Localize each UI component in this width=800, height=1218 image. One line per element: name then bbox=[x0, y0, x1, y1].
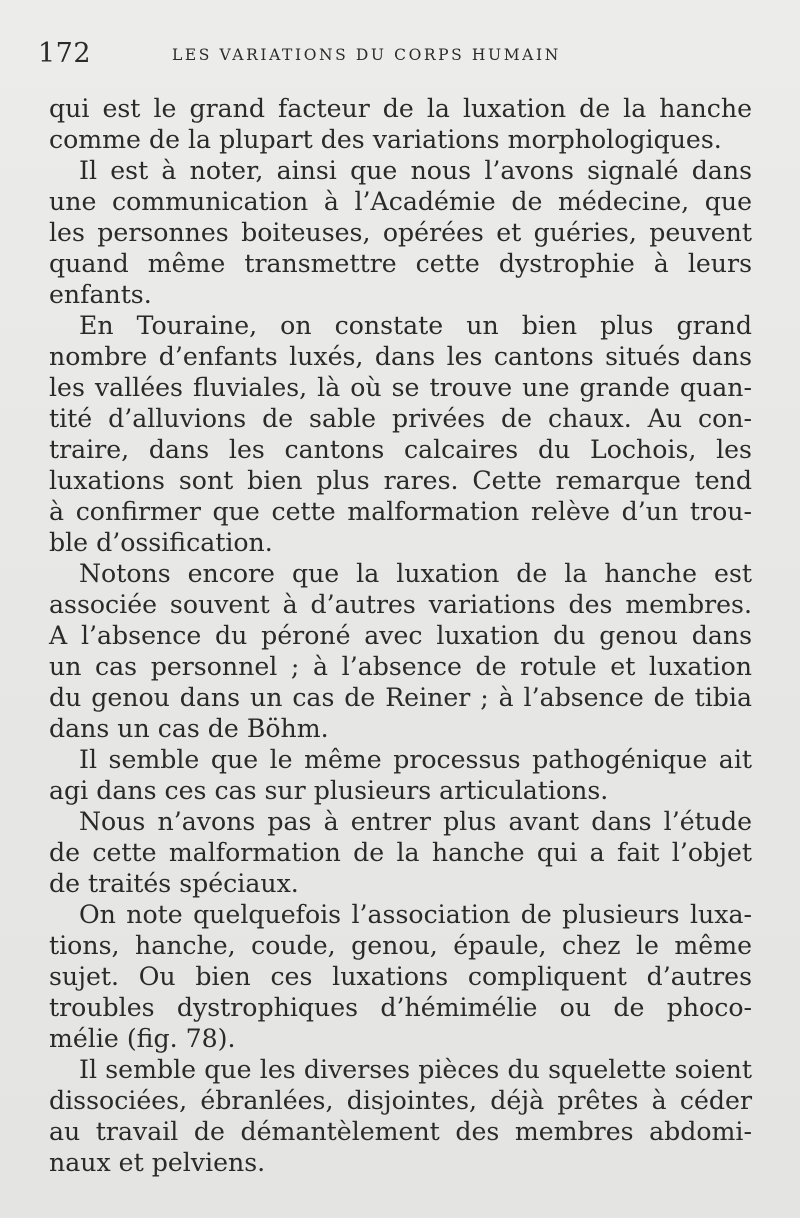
body-text bbox=[49, 93, 752, 1178]
text-line: qui est le grand facteur de la luxation de la hanche bbox=[49, 94, 752, 123]
text-line: une communication à l’Académie de médecine, que bbox=[49, 187, 752, 216]
text-line: troubles dystrophiques d’hémimélie ou de phoco- bbox=[49, 993, 752, 1022]
text-line: de traités spéciaux. bbox=[49, 869, 299, 898]
paragraph bbox=[49, 558, 752, 744]
text-line: tions, hanche, coude, genou, épaule, chez le même bbox=[49, 931, 752, 960]
text-line: sujet. Ou bien ces luxations compliquent d’autres bbox=[49, 962, 752, 991]
text-line: Il semble que le même processus pathogénique ait bbox=[79, 745, 752, 774]
page-number: 172 bbox=[38, 38, 92, 69]
paragraph bbox=[49, 93, 752, 155]
text-line: traire, dans les cantons calcaires du Lochois, les bbox=[49, 435, 752, 464]
text-line: à confirmer que cette malformation relève d’un trou- bbox=[49, 497, 752, 526]
paragraph bbox=[49, 744, 752, 806]
text-line: Il est à noter, ainsi que nous l’avons signalé dans bbox=[79, 156, 752, 185]
text-line: nombre d’enfants luxés, dans les cantons situés dans bbox=[49, 342, 752, 371]
text-line: au travail de démantèlement des membres abdomi- bbox=[49, 1117, 752, 1146]
text-line: ble d’ossification. bbox=[49, 528, 273, 557]
text-line: comme de la plupart des variations morphologiques. bbox=[49, 125, 722, 154]
paragraph bbox=[49, 1054, 752, 1178]
text-line: de cette malformation de la hanche qui a fait l’objet bbox=[49, 838, 752, 867]
text-line: quand même transmettre cette dystrophie à leurs bbox=[49, 249, 752, 278]
text-line: les vallées fluviales, là où se trouve une grande quan- bbox=[49, 373, 752, 402]
text-line: les personnes boiteuses, opérées et guéries, peuvent bbox=[49, 218, 752, 247]
text-line: En Touraine, on constate un bien plus grand bbox=[79, 311, 752, 340]
text-line: Nous n’avons pas à entrer plus avant dans l’étude bbox=[79, 807, 752, 836]
paragraph bbox=[49, 155, 752, 310]
text-line: luxations sont bien plus rares. Cette remarque tend bbox=[49, 466, 752, 495]
text-line: associée souvent à d’autres variations des membres. bbox=[49, 590, 752, 619]
text-line: Il semble que les diverses pièces du squelette soient bbox=[79, 1055, 752, 1084]
text-line: A l’absence du péroné avec luxation du genou dans bbox=[49, 621, 752, 650]
text-line: un cas personnel ; à l’absence de rotule et luxation bbox=[49, 652, 752, 681]
text-line: enfants. bbox=[49, 280, 152, 309]
paragraph bbox=[49, 310, 752, 558]
paragraph bbox=[49, 806, 752, 899]
running-title: LES VARIATIONS DU CORPS HUMAIN bbox=[172, 46, 561, 64]
text-line: mélie (fig. 78). bbox=[49, 1024, 236, 1053]
text-line: On note quelquefois l’association de plusieurs luxa- bbox=[79, 900, 752, 929]
running-head bbox=[38, 38, 758, 72]
text-line: dans un cas de Böhm. bbox=[49, 714, 329, 743]
text-line: du genou dans un cas de Reiner ; à l’absence de tibia bbox=[49, 683, 752, 712]
text-line: naux et pelviens. bbox=[49, 1148, 266, 1177]
paragraph bbox=[49, 899, 752, 1054]
text-line: agi dans ces cas sur plusieurs articulations. bbox=[49, 776, 609, 805]
text-line: tité d’alluvions de sable privées de chaux. Au con- bbox=[49, 404, 752, 433]
text-line: dissociées, ébranlées, disjointes, déjà prêtes à céder bbox=[49, 1086, 752, 1115]
text-line: Notons encore que la luxation de la hanche est bbox=[79, 559, 752, 588]
